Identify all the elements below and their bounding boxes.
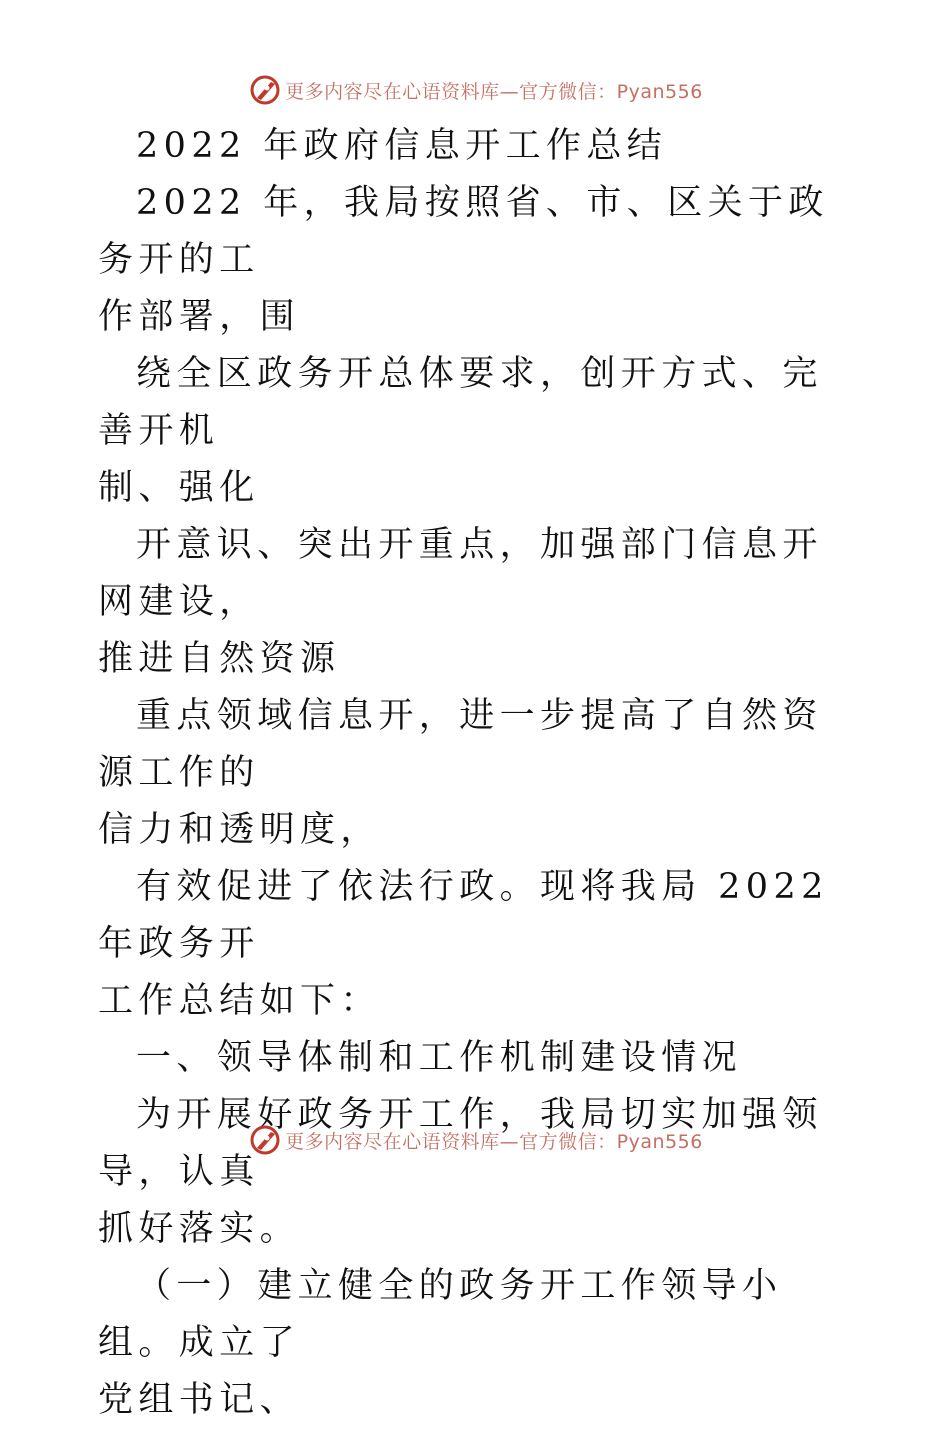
- footer-watermark: [0, 1120, 950, 1160]
- text-line: 重点领域信息开，进一步提高了自然资源工作的: [98, 696, 823, 793]
- pen-logo-icon: [247, 1122, 283, 1158]
- text-line: 作部署，围: [98, 297, 301, 337]
- pen-logo-icon: [247, 72, 283, 108]
- text-line: 信力和透明度，: [98, 810, 381, 850]
- text-line: 工作总结如下：: [98, 981, 381, 1021]
- section-heading: [98, 1030, 858, 1087]
- text-line: 开意识、突出开重点，加强部门信息开网建设，: [98, 525, 823, 622]
- paragraph: [98, 859, 858, 1030]
- paragraph: [98, 1087, 858, 1258]
- paragraph: [98, 175, 858, 346]
- text-line: 推进自然资源: [98, 639, 341, 679]
- paragraph: [98, 688, 858, 859]
- text-line: 2022 年政府信息开工作总结: [136, 126, 668, 166]
- paragraph: [98, 517, 858, 688]
- text-line: （一）建立健全的政务开工作领导小组。成立了: [98, 1266, 783, 1363]
- paragraph: [98, 346, 858, 517]
- header-watermark: [0, 70, 950, 110]
- text-line: 2022 年，我局按照省、市、区关于政务开的工: [98, 183, 829, 280]
- watermark-text: 更多内容尽在心语资料库—官方微信：Pyan556: [285, 80, 703, 103]
- watermark-text: 更多内容尽在心语资料库—官方微信：Pyan556: [285, 1130, 703, 1153]
- text-line: 制、强化: [98, 468, 260, 508]
- text-line: 有效促进了依法行政。现将我局 2022 年政务开: [98, 867, 829, 964]
- text-line: 抓好落实。: [98, 1209, 301, 1249]
- paragraph: [98, 1258, 858, 1429]
- text-line: 一、领导体制和工作机制建设情况: [136, 1038, 743, 1078]
- text-line: 绕全区政务开总体要求，创开方式、完善开机: [98, 354, 823, 451]
- text-line: 党组书记、: [98, 1380, 301, 1420]
- document-body: [98, 118, 858, 1429]
- doc-title: [98, 118, 858, 175]
- text-line: 为开展好政务开工作，我局切实加强领导，认真: [98, 1095, 823, 1192]
